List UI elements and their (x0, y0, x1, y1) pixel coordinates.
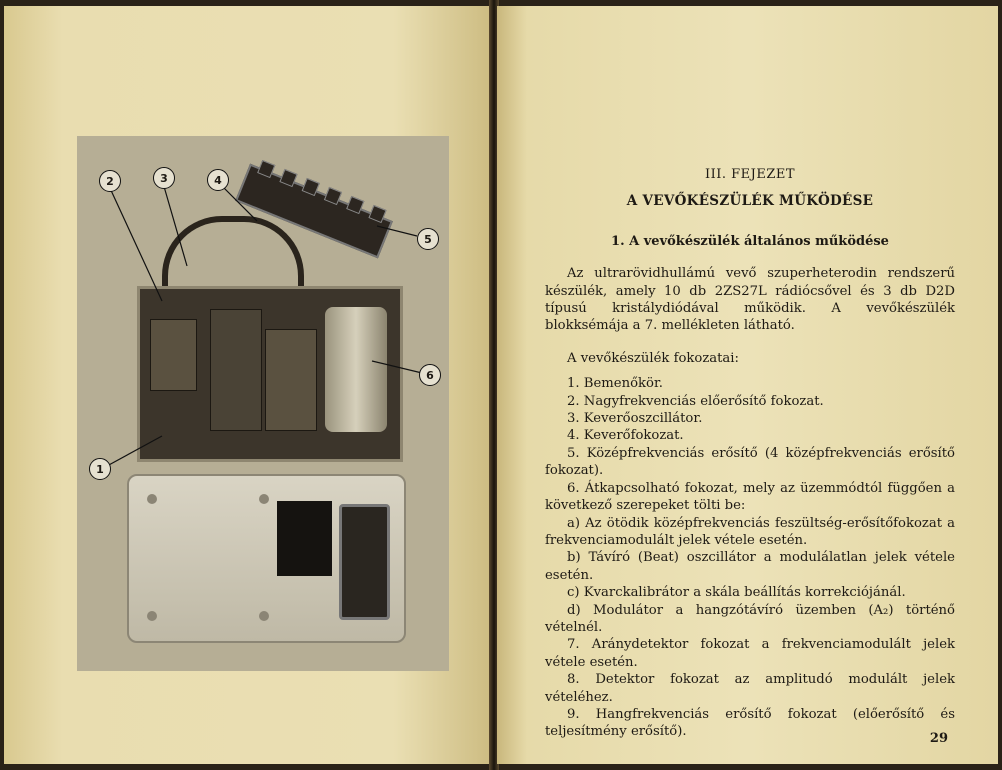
list-item: 4. Keverőfokozat. (567, 428, 684, 444)
intro-paragraph: Az ultrarövidhullámú vevő szuperheterodin rendszerű készülék, amely 10 db 2ZS27L rádiócsővel és 3 db D2D típusú kristálydiódával működik. A vevőkészülék blokksémája a 7. mellékleten látható. (545, 266, 955, 334)
callout-lines (77, 136, 449, 671)
list-item: 2. Nagyfrekvenciás előerősítő fokozat. (567, 393, 824, 409)
callout-3: 3 (153, 167, 175, 189)
stages-heading: A vevőkészülék fokozatai: (567, 350, 739, 366)
callout-4: 4 (207, 169, 229, 191)
list-item: a) Az ötödik középfrekvenciás feszültség-erősítőfokozat a frekvenciamodulált jelek vétele esetén. (545, 515, 955, 548)
list-item: 1. Bemenőkör. (567, 376, 663, 392)
right-page (497, 6, 998, 764)
list-item: 8. Detektor fokozat az amplitudó modulált jelek vételéhez. (545, 672, 955, 705)
callout-2: 2 (99, 170, 121, 192)
list-item: c) Kvarckalibrátor a skála beállítás korrekciójánál. (567, 585, 906, 601)
page-number: 29 (929, 731, 948, 746)
chapter-heading: III. FEJEZET (704, 167, 796, 182)
list-item: 6. Átkapcsolható fokozat, mely az üzemmódtól függően a következő szerepeket tölti be: (545, 480, 955, 514)
callout-1: 1 (89, 458, 111, 480)
callout-6: 6 (419, 364, 441, 386)
section-heading: 1. A vevőkészülék általános működése (611, 233, 889, 249)
vibrator-converter-photo (77, 136, 449, 671)
chapter-title: A VEVŐKÉSZÜLÉK MŰKÖDÉSE (626, 193, 874, 210)
callout-5: 5 (417, 228, 439, 250)
left-page (4, 6, 491, 764)
list-item: 7. Aránydetektor fokozat a frekvenciamodulált jelek vétele esetén. (545, 637, 955, 670)
list-item: 5. Középfrekvenciás erősítő (4 középfrekvenciás erősítő fokozat). (545, 445, 955, 479)
list-item: 9. Hangfrekvenciás erősítő fokozat (előerősítő és teljesítmény erősítő). (545, 706, 955, 740)
stages-list (545, 375, 955, 741)
list-item: d) Modulátor a hangzótávíró üzemben (A₂) történő vételnél. (545, 602, 955, 635)
list-item: 3. Keverőoszcillátor. (567, 411, 703, 427)
list-item: b) Távíró (Beat) oszcillátor a modulálatlan jelek vétele esetén. (545, 550, 955, 583)
